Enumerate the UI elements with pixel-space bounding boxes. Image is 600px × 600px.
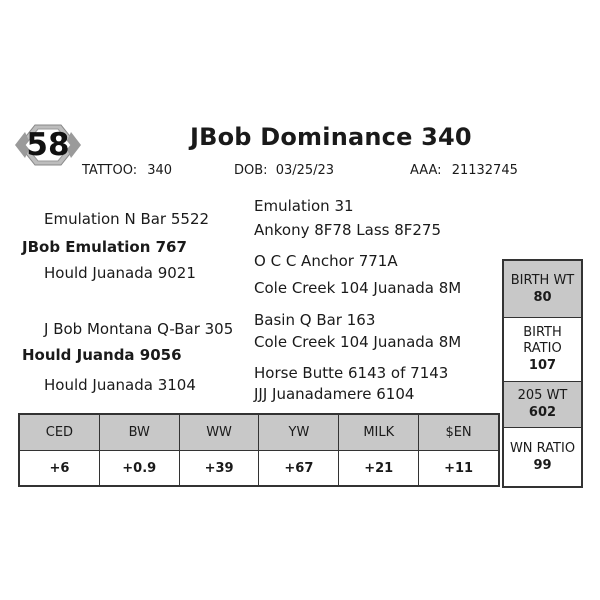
performance-stats	[502, 259, 583, 488]
pedigree-dam-dam-dam: JJJ Juanadamere 6104	[254, 385, 415, 403]
pedigree-sire-sire-sire: Emulation 31	[254, 197, 354, 215]
pedigree-dam-sire-dam: Cole Creek 104 Juanada 8M	[254, 333, 462, 351]
birth-ratio-value: 107	[528, 358, 557, 373]
pedigree-dam-dam: Hould Juanada 3104	[44, 376, 196, 394]
epd-table	[18, 413, 500, 487]
epd-value-en: +11	[444, 461, 474, 476]
epd-value-bw: +0.9	[100, 451, 180, 486]
pedigree-dam-dam-sire: Horse Butte 6143 of 7143	[254, 364, 449, 382]
epd-header-en: $EN	[445, 425, 472, 440]
pedigree-sire-dam-sire: O C C Anchor 771A	[254, 252, 398, 270]
epd-value-yw: +67	[259, 451, 339, 486]
pedigree-dam: Hould Juanda 9056	[22, 346, 182, 364]
weaning-weight-label: 205 WT	[517, 388, 568, 403]
epd-value-milk: +21	[339, 451, 419, 486]
birth-ratio-label-line1: BIRTH	[523, 325, 562, 340]
lot-number: 58	[26, 127, 70, 163]
birth-ratio-label-line2: RATIO	[523, 341, 562, 356]
lot-badge	[13, 120, 83, 170]
weaning-ratio-box	[504, 428, 581, 486]
tattoo-label: TATTOO:	[82, 163, 138, 178]
pedigree-sire-sire-dam: Ankony 8F78 Lass 8F275	[254, 221, 442, 239]
pedigree-dam-sire-sire: Basin Q Bar 163	[254, 311, 376, 329]
epd-header-ww: WW	[180, 415, 260, 450]
weaning-ratio-value: 99	[533, 457, 552, 473]
weaning-weight-box	[504, 382, 581, 428]
tattoo-value: 340	[147, 163, 173, 178]
epd-header-bw: BW	[100, 415, 180, 450]
pedigree-sire-dam-dam: Cole Creek 104 Juanada 8M	[254, 279, 462, 297]
pedigree-dam-sire: J Bob Montana Q-Bar 305	[44, 320, 234, 338]
aaa-info	[410, 163, 518, 178]
tattoo-info	[82, 163, 172, 178]
aaa-value: 21132745	[451, 163, 518, 178]
pedigree-sire-dam: Hould Juanada 9021	[44, 264, 196, 282]
birth-ratio-box	[504, 318, 581, 382]
weaning-weight-value: 602	[528, 405, 557, 420]
epd-value-row	[20, 451, 498, 486]
pedigree-sire-sire: Emulation N Bar 5522	[44, 210, 210, 228]
dob-value: 03/25/23	[275, 163, 335, 178]
birth-weight-label: BIRTH WT	[510, 272, 575, 288]
birth-weight-box	[504, 261, 581, 318]
epd-header-yw: YW	[259, 415, 339, 450]
epd-header-ced: CED	[20, 415, 100, 450]
dob-info	[234, 163, 334, 178]
epd-value-ced: +6	[20, 451, 100, 486]
dob-label: DOB:	[234, 163, 268, 178]
epd-header-milk: MILK	[339, 415, 419, 450]
epd-value-ww: +39	[180, 451, 260, 486]
weaning-ratio-label: WN RATIO	[509, 440, 576, 456]
pedigree-sire: JBob Emulation 767	[22, 238, 187, 256]
animal-name: JBob Dominance 340	[190, 123, 472, 151]
birth-weight-value: 80	[533, 289, 552, 305]
aaa-label: AAA:	[410, 163, 442, 178]
epd-header-row	[20, 415, 498, 451]
